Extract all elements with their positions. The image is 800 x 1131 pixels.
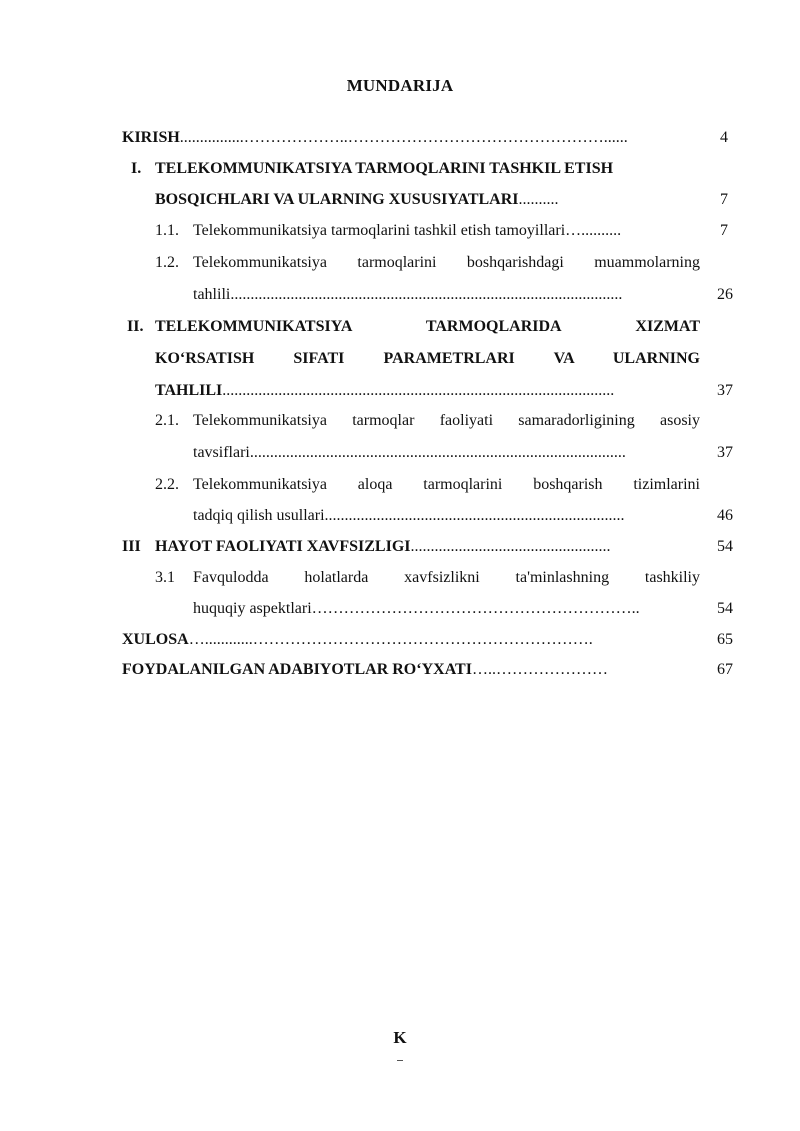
toc-page-number: 26 xyxy=(717,286,733,303)
toc-chapter-number: II. xyxy=(127,318,144,335)
toc-label: HAYOT FAOLIYATI XAVFSIZLIGI xyxy=(155,538,411,555)
toc-label: tadqiq qilish usullari xyxy=(193,507,325,524)
toc-page-number: 54 xyxy=(717,600,733,617)
toc-page-number: 7 xyxy=(720,191,728,208)
page-title: MUNDARIJA xyxy=(346,76,454,95)
toc-entry-chapter-3[interactable] xyxy=(155,538,688,556)
toc-entry-section-3-1-line2[interactable] xyxy=(193,600,698,618)
toc-label: FOYDALANILGAN ADABIYOTLAR RO‘YXATI xyxy=(122,661,472,678)
toc-page-number: 37 xyxy=(717,444,733,461)
toc-label: XULOSA xyxy=(122,631,189,648)
toc-section-number: 2.1. xyxy=(155,412,179,429)
toc-leader: .................................................. xyxy=(410,538,611,555)
toc-label: Telekommunikatsiya tarmoqlarini tashkil etish tamoyillari xyxy=(193,222,566,239)
toc-page-number: 54 xyxy=(717,538,733,555)
toc-label: tahlili xyxy=(193,286,231,303)
toc-entry-chapter-1-line2[interactable] xyxy=(155,191,559,209)
toc-entry-section-2-1-line2[interactable] xyxy=(193,444,698,462)
toc-entry-section-2-2-line1[interactable]: Telekommunikatsiya aloqa tarmoqlarini boshqarish tizimlarini xyxy=(193,476,700,493)
toc-section-number: 1.2. xyxy=(155,254,179,271)
toc-label: huquqiy aspektlari xyxy=(193,600,312,617)
toc-entry-chapter-2-line2[interactable]: KO‘RSATISH SIFATI PARAMETRLARI VA ULARNING xyxy=(155,350,700,367)
toc-entry-adabiyotlar[interactable] xyxy=(122,661,695,679)
toc-entry-section-3-1-line1[interactable]: Favqulodda holatlarda xavfsizlikni ta'minlashning tashkiliy xyxy=(193,569,700,586)
toc-entry-section-1-2-line1[interactable]: Telekommunikatsiya tarmoqlarini boshqarishdagi muammolarning xyxy=(193,254,700,271)
toc-label: TAHLILI xyxy=(155,382,223,399)
footer-letter: K xyxy=(393,1028,407,1047)
toc-leader: .................................................................................................. xyxy=(222,382,615,399)
toc-page-number: 65 xyxy=(717,631,733,648)
toc-page-number: 7 xyxy=(720,222,728,239)
toc-page-number: 37 xyxy=(717,382,733,399)
toc-entry-chapter-2-line1[interactable]: TELEKOMMUNIKATSIYA TARMOQLARIDA XIZMAT xyxy=(155,318,700,335)
toc-label: tavsiflari xyxy=(193,444,250,461)
footer-dash xyxy=(397,1060,403,1061)
toc-leader: .............................................................................................. xyxy=(249,444,626,461)
toc-entry-section-2-2-line2[interactable] xyxy=(193,507,698,525)
toc-chapter-number: III xyxy=(122,538,141,555)
toc-entry-xulosa[interactable] xyxy=(122,631,695,649)
toc-entry-section-1-1[interactable] xyxy=(193,222,621,240)
toc-leader: ................………………..…………………………………………...... xyxy=(179,129,628,146)
toc-label: BOSQICHLARI VA ULARNING XUSUSIYATLARI xyxy=(155,191,519,208)
toc-section-number: 1.1. xyxy=(155,222,179,239)
toc-page-number: 46 xyxy=(717,507,733,524)
toc-section-number: 2.2. xyxy=(155,476,179,493)
toc-leader: …..………………… xyxy=(471,661,608,678)
toc-page-number: 4 xyxy=(720,129,728,146)
toc-entry-section-1-2-line2[interactable] xyxy=(193,286,698,304)
toc-leader: ….......... xyxy=(565,222,622,239)
toc-leader: …............………………………………………………………. xyxy=(188,631,593,648)
toc-label: KIRISH xyxy=(122,129,180,146)
toc-section-number: 3.1 xyxy=(155,569,175,586)
toc-entry-kirish[interactable] xyxy=(122,129,628,147)
toc-entry-chapter-1-line1[interactable]: TELEKOMMUNIKATSIYA TARMOQLARINI TASHKIL ETISH xyxy=(155,160,614,177)
toc-entry-section-2-1-line1[interactable]: Telekommunikatsiya tarmoqlar faoliyati samaradorligining asosiy xyxy=(193,412,700,429)
toc-entry-chapter-2-line3[interactable] xyxy=(155,382,698,400)
toc-leader: ........................................................................... xyxy=(324,507,625,524)
toc-chapter-number: I. xyxy=(131,160,142,177)
toc-leader: .......... xyxy=(518,191,559,208)
toc-page-number: 67 xyxy=(717,661,733,678)
toc-leader: .................................................................................................. xyxy=(230,286,623,303)
toc-leader: …………………………………………………….. xyxy=(311,600,640,617)
